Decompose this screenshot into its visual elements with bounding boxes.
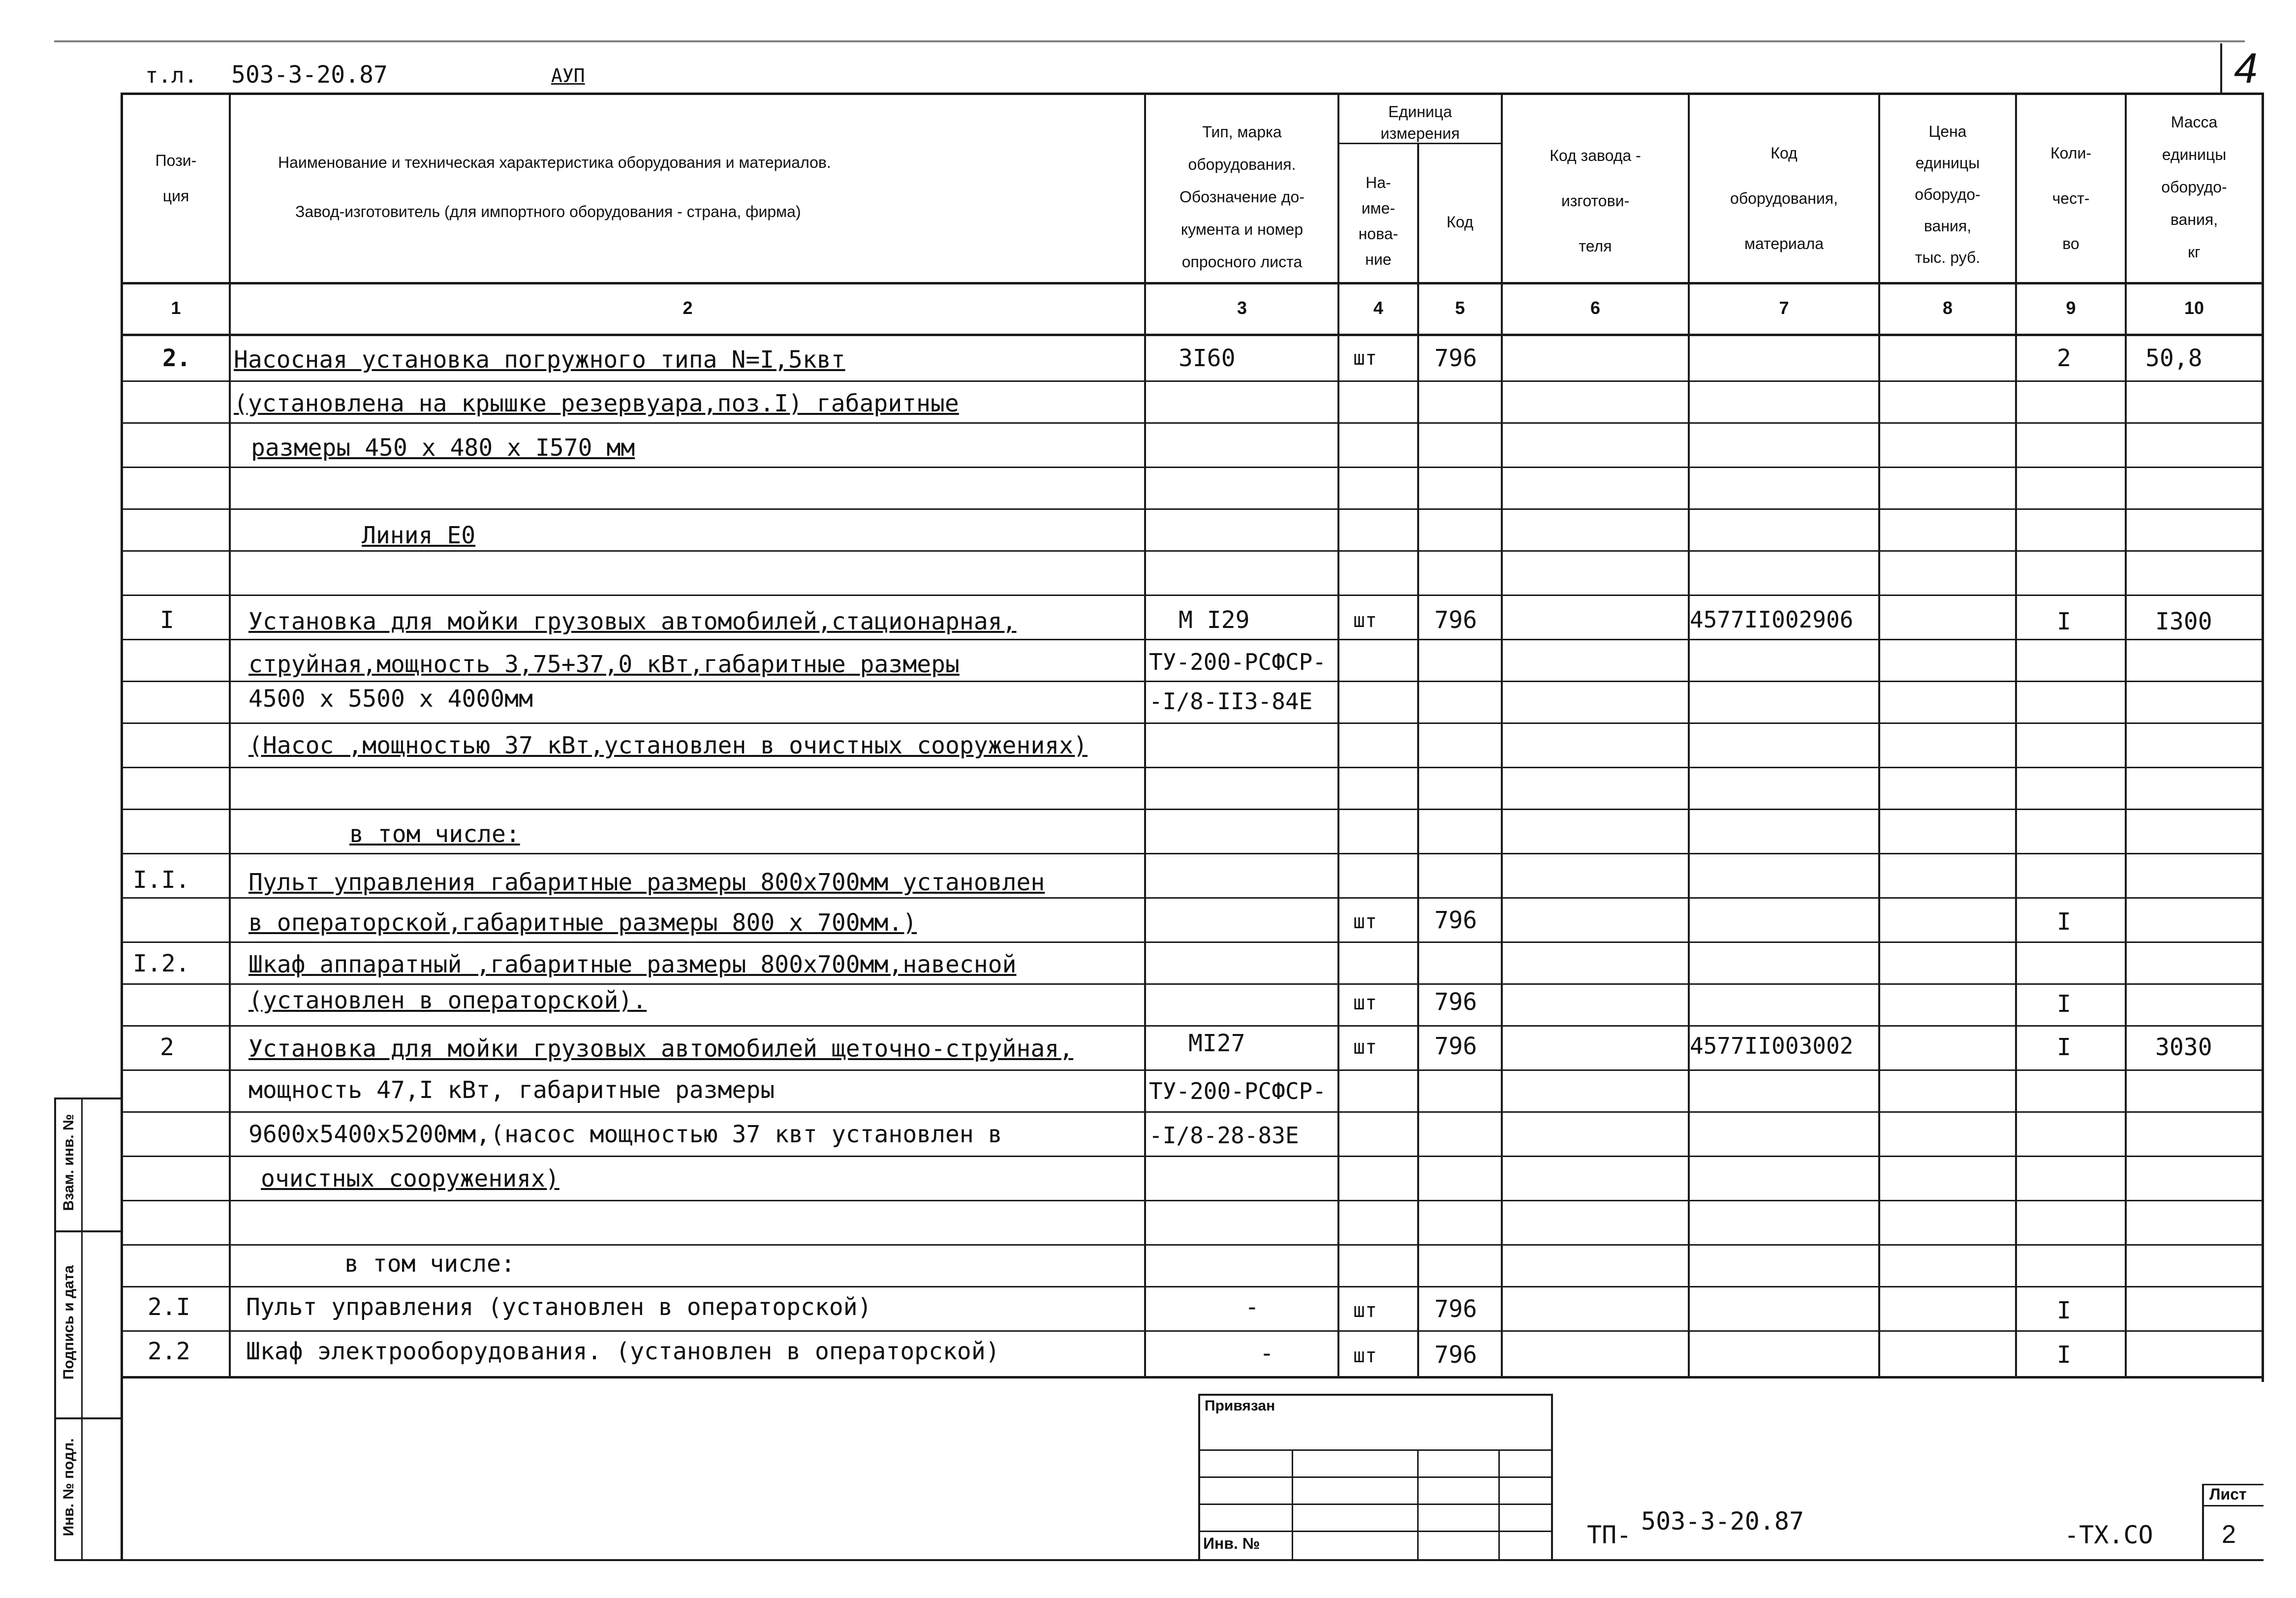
top-left-mark: т.л. <box>145 63 197 88</box>
cell-quantity: I <box>2057 990 2071 1018</box>
cell-unit: шт <box>1353 609 1377 632</box>
col-num-2: 2 <box>683 298 693 318</box>
cell-name: Шкаф аппаратный ,габаритные размеры 800х700мм,навесной <box>248 951 1017 978</box>
header-unit-name: На- име- нова- ние <box>1358 174 1398 268</box>
header-factory-code: Код завода - изготови- теля <box>1550 147 1641 255</box>
cell-type: - <box>1245 1293 1259 1321</box>
cell-name: Шкаф электрооборудования. (установлен в операторской) <box>246 1338 1000 1365</box>
cell-name: Установка для мойки грузовых автомобилей щеточно-струйная, <box>248 1035 1074 1063</box>
cell-name: в том числе: <box>349 820 520 848</box>
cell-quantity: I <box>2057 1341 2071 1369</box>
cell-position: 2.I <box>148 1293 190 1321</box>
cell-code: 796 <box>1434 606 1477 634</box>
header-equipment-code: Код оборудования, материала <box>1730 144 1838 252</box>
cell-type: 3I60 <box>1179 345 1236 372</box>
cell-name: Установка для мойки грузовых автомобилей,стационарная, <box>248 608 1017 635</box>
privyazan-label: Привязан <box>1205 1398 1275 1414</box>
cell-unit: шт <box>1353 1036 1377 1059</box>
doc-code: 503-3-20.87 <box>1641 1507 1804 1535</box>
cell-name: в операторской,габаритные размеры 800 х 700мм.) <box>248 909 917 937</box>
cell-type: М I29 <box>1179 606 1250 634</box>
cell-mass: 50,8 <box>2145 345 2203 372</box>
cell-quantity: I <box>2057 1297 2071 1324</box>
cell-unit: шт <box>1353 347 1377 370</box>
side-label-inv-podl: Инв. № подл. <box>61 1438 77 1536</box>
cell-type: - <box>1260 1340 1274 1367</box>
side-label-sign-date: Подпись и дата <box>61 1265 77 1380</box>
header-price: Цена единицы оборудо- вания, тыс. руб. <box>1915 123 1981 266</box>
header-name: Наименование и техническая характеристика оборудования и материалов. Завод-изготовитель (для импортного оборудования - страна, фирма) <box>278 154 831 220</box>
doc-suffix: -ТХ.СО <box>2064 1521 2153 1549</box>
side-label-vzam: Взам. инв. № <box>61 1114 77 1211</box>
cell-position: I <box>160 606 174 634</box>
cell-equipment-code: 4577II003002 <box>1690 1033 1854 1059</box>
cell-position: 2.2 <box>148 1338 190 1365</box>
cell-name: очистных сооружениях) <box>261 1165 559 1192</box>
cell-name: в том числе: <box>344 1250 515 1278</box>
cell-quantity: I <box>2057 908 2071 936</box>
cell-code: 796 <box>1434 345 1477 372</box>
col-num-8: 8 <box>1942 298 1953 318</box>
sheet-label: Лист <box>2209 1485 2247 1503</box>
cell-type: ТУ-200-РСФСР- <box>1149 1078 1327 1104</box>
cell-name: струйная,мощность 3,75+37,0 кВт,габаритные размеры <box>248 651 960 678</box>
cell-code: 796 <box>1434 1295 1477 1323</box>
cell-position: 2 <box>160 1034 174 1061</box>
cell-quantity: 2 <box>2057 345 2071 372</box>
cell-code: 796 <box>1434 1341 1477 1369</box>
cell-type: -I/8-28-83Е <box>1149 1122 1299 1149</box>
cell-unit: шт <box>1353 1299 1377 1322</box>
album-label: АУП <box>551 65 585 87</box>
cell-name: Пульт управления габаритные размеры 800х700мм установлен <box>248 869 1045 896</box>
cell-name: мощность 47,I кВт, габаритные размеры <box>248 1076 775 1104</box>
cell-unit: шт <box>1353 910 1377 933</box>
sheet-number: 2 <box>2222 1520 2236 1549</box>
cell-name: 4500 х 5500 х 4000мм <box>248 685 533 713</box>
cell-unit: шт <box>1353 992 1377 1014</box>
cell-code: 796 <box>1434 907 1477 934</box>
cell-type: -I/8-II3-84Е <box>1149 688 1313 715</box>
cell-position: I.2. <box>133 950 190 977</box>
header-mass: Масса единицы оборудо- вания, кг <box>2161 113 2227 261</box>
cell-position: I.I. <box>133 866 190 894</box>
col-num-1: 1 <box>171 298 181 318</box>
header-unit-code: Код <box>1446 213 1474 231</box>
cell-position: 2. <box>162 345 191 372</box>
col-num-6: 6 <box>1590 298 1601 318</box>
cell-type: МI27 <box>1188 1030 1245 1057</box>
cell-name: 9600х5400х5200мм,(насос мощностью 37 квт установлен в <box>248 1121 1002 1148</box>
col-num-9: 9 <box>2066 298 2076 318</box>
cell-name: (установлен в операторской). <box>248 987 647 1014</box>
col-num-3: 3 <box>1237 298 1247 318</box>
cell-name: размеры 450 х 480 х I570 мм <box>251 434 635 462</box>
cell-name: Пульт управления (установлен в операторской) <box>246 1293 872 1321</box>
cell-mass: 3030 <box>2155 1034 2212 1061</box>
cell-name: (Насос ,мощностью 37 кВт,установлен в очистных сооружениях) <box>248 732 1088 759</box>
cell-type: ТУ-200-РСФСР- <box>1149 649 1327 675</box>
col-num-10: 10 <box>2184 298 2204 318</box>
cell-code: 796 <box>1434 988 1477 1016</box>
header-quantity: Коли- чест- во <box>2050 144 2091 252</box>
header-unit-group: Единица измерения <box>1380 103 1460 142</box>
cell-name: Насосная установка погружного типа N=I,5квт <box>234 346 845 374</box>
cell-quantity: I <box>2057 1034 2071 1061</box>
page-mark: 4 <box>2234 45 2258 92</box>
col-num-4: 4 <box>1373 298 1384 318</box>
cell-mass: I300 <box>2155 608 2212 635</box>
cell-equipment-code: 4577II002906 <box>1690 606 1854 633</box>
cell-code: 796 <box>1434 1033 1477 1060</box>
col-num-7: 7 <box>1779 298 1789 318</box>
doc-code-top: 503-3-20.87 <box>231 61 388 89</box>
cell-name: (установлена на крышке резервуара,поз.I) габаритные <box>234 390 959 417</box>
cell-quantity: I <box>2057 608 2071 635</box>
col-num-5: 5 <box>1455 298 1465 318</box>
tp-prefix: ТП- <box>1587 1521 1632 1549</box>
inv-no-label: Инв. № <box>1203 1535 1260 1552</box>
header-position: Пози- ция <box>155 152 197 205</box>
header-type: Тип, марка оборудования. Обозначение до- кумента и номер опросного листа <box>1179 123 1304 271</box>
cell-unit: шт <box>1353 1345 1377 1367</box>
cell-name: Линия E0 <box>362 522 476 549</box>
